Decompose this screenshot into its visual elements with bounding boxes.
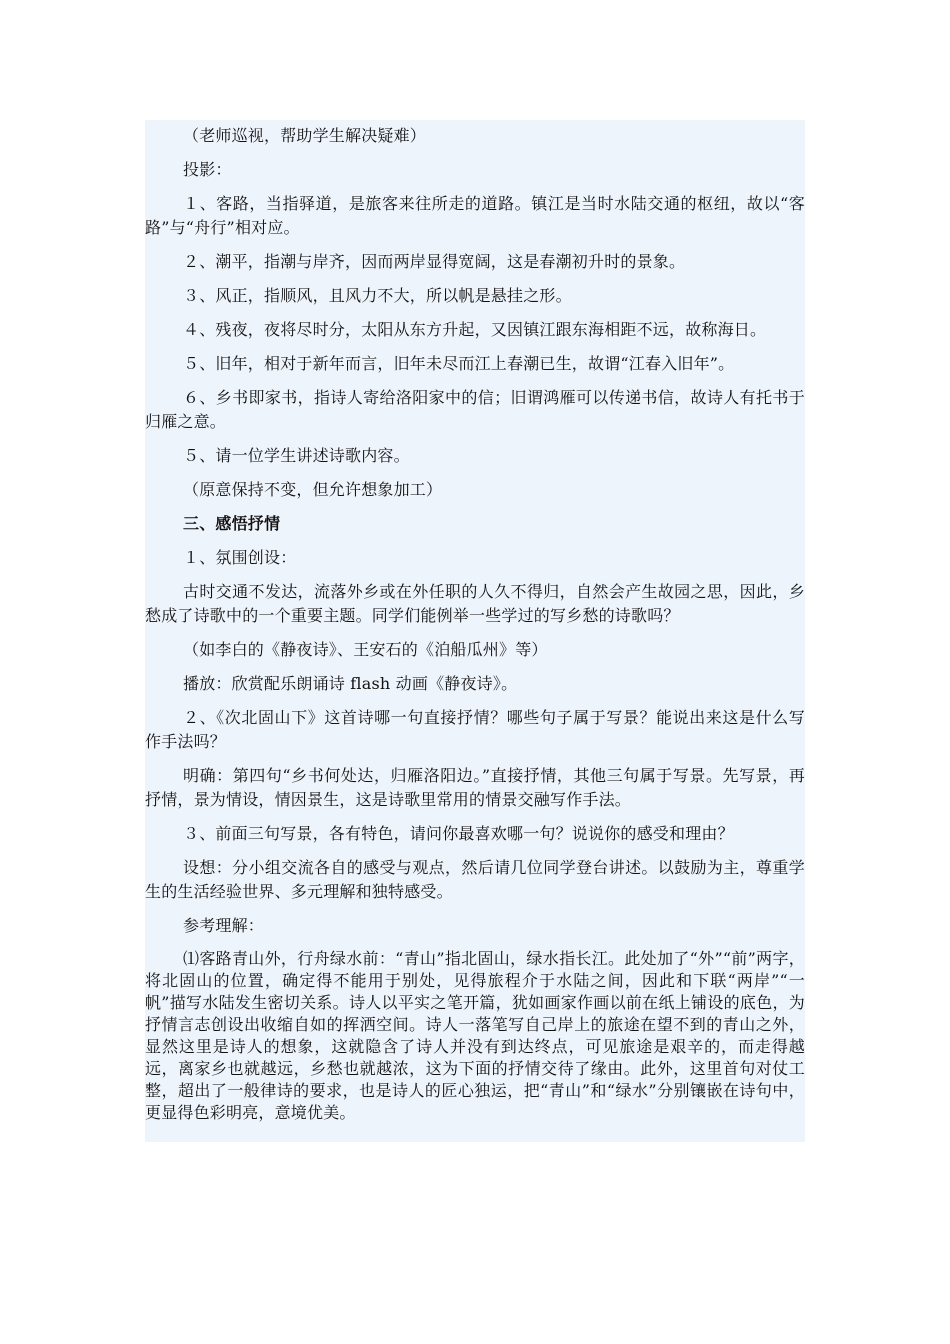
paragraph: １、氛围创设： [183,548,297,567]
paragraph: 设想：分小组交流各自的感受与观点，然后请几位同学登台讲述。以鼓励为主，尊重学生的生活经验世界、多元理解和独特感受。 [145,858,805,901]
paragraph: ５、请一位学生讲述诗歌内容。 [183,446,410,465]
paragraph: ２、潮平，指潮与岸齐，因而两岸显得宽阔，这是春潮初升时的景象。 [183,252,686,271]
paragraph: ⑴客路青山外，行舟绿水前：“青山”指北固山，绿水指长江。此处加了“外”“前”两字，将北固山的位置，确定得不能用于别处，见得旅程介于水陆之间，因此和下联“两岸”“一帆”描写水陆发生密切关系。诗人以平实之笔开篇，犹如画家作画以前在纸上铺设的底色，为抒情言志创设出收缩自如的挥洒空间。诗人一落笔写自己岸上的旅途在望不到的青山之外，显然这里是诗人的想象，这就隐含了诗人并没有到达终点，可见旅途是艰辛的，而走得越远，离家乡也就越远，乡愁也就越浓，这为下面的抒情交待了缘由。此外，这里首句对仗工整，超出了一般律诗的要求，也是诗人的匠心独运，把“青山”和“绿水”分别镶嵌在诗句中，更显得色彩明亮，意境优美。 [145,949,805,1122]
paragraph: 明确：第四句“乡书何处达，归雁洛阳边。”直接抒情，其他三句属于写景。先写景，再抒情，景为情设，情因景生，这是诗歌里常用的情景交融写作手法。 [145,766,805,809]
paragraph: 播放：欣赏配乐朗诵诗 flash 动画《静夜诗》。 [183,674,518,693]
paragraph: ３、风正，指顺风，且风力不大，所以帆是悬挂之形。 [183,286,572,305]
paragraph: １、客路，当指驿道，是旅客来往所走的道路。镇江是当时水陆交通的枢纽，故以“客路”与“舟行”相对应。 [145,194,805,237]
paragraph: 古时交通不发达，流落外乡或在外任职的人久不得归，自然会产生故园之思，因此，乡愁成了诗歌中的一个重要主题。同学们能例举一些学过的写乡愁的诗歌吗？ [145,582,805,625]
paragraph: ４、残夜，夜将尽时分，太阳从东方升起，又因镇江跟东海相距不远，故称海日。 [183,320,767,339]
paragraph: （原意保持不变，但允许想象加工） [183,480,443,499]
paragraph: ５、旧年，相对于新年而言，旧年未尽而江上春潮已生，故谓“江春入旧年”。 [183,354,735,373]
paragraph: ６、乡书即家书，指诗人寄给洛阳家中的信；旧谓鸿雁可以传递书信，故诗人有托书于归雁之意。 [145,388,805,431]
document-body [145,120,805,1142]
section-heading: 三、感悟抒情 [183,514,281,533]
paragraph: （如李白的《静夜诗》、王安石的《泊船瓜州》等） [183,640,548,659]
paragraph: （老师巡视，帮助学生解决疑难） [183,126,427,145]
paragraph: 投影： [183,160,232,179]
paragraph: ３、前面三句写景，各有特色，请问你最喜欢哪一句？说说你的感受和理由？ [183,824,734,843]
paragraph: ２、《次北固山下》这首诗哪一句直接抒情？哪些句子属于写景？能说出来这是什么写作手法吗？ [145,708,805,751]
paragraph: 参考理解： [183,916,265,935]
